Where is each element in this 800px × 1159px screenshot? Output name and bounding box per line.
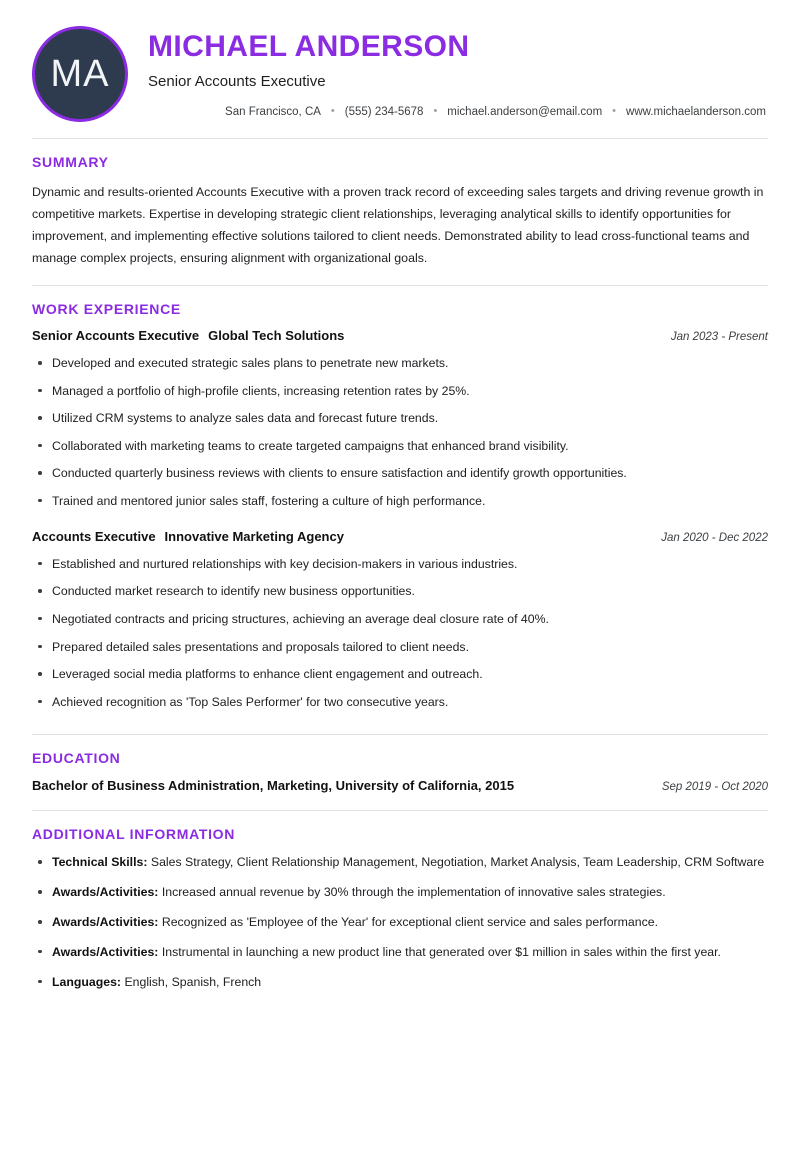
contact-website[interactable]: www.michaelanderson.com <box>626 105 766 118</box>
list-item: Negotiated contracts and pricing structures, achieving an average deal closure rate of 40%. <box>32 610 768 629</box>
job-headline: Senior Accounts Executive <box>148 73 326 91</box>
experience-role: Accounts Executive <box>32 528 156 544</box>
section-work-experience <box>32 286 768 733</box>
list-item: Trained and mentored junior sales staff, fostering a culture of high performance. <box>32 492 768 511</box>
summary-text: Dynamic and results-oriented Accounts Executive with a proven track record of exceeding sales targets and driving revenue growth in competitive markets. Expertise in developing strategic client relationships, leveraging analytical skills to identify opportunities for improvement, and implementing effective solutions tailored to client needs. Demonstrated ability to lead cross-functional teams and manage complex projects, ensuring alignment with organizational goals. <box>32 185 764 266</box>
info-value: Instrumental in launching a new product line that generated over $1 million in sales within the first year. <box>161 944 721 959</box>
list-item <box>32 913 768 933</box>
experience-bullets <box>32 354 768 511</box>
experience-dates: Jan 2020 - Dec 2022 <box>661 531 768 544</box>
contact-location: San Francisco, CA <box>225 105 321 118</box>
experience-bullets <box>32 555 768 712</box>
info-value: Sales Strategy, Client Relationship Management, Negotiation, Market Analysis, Team Leadership, CRM Software <box>150 855 765 870</box>
contact-phone[interactable]: (555) 234-5678 <box>344 105 424 118</box>
section-title-summary: SUMMARY <box>32 154 109 170</box>
experience-company: Global Tech Solutions <box>208 328 345 344</box>
education-dates: Sep 2019 - Oct 2020 <box>661 780 768 793</box>
list-item: Collaborated with marketing teams to create targeted campaigns that enhanced brand visibility. <box>32 437 768 456</box>
list-item: Established and nurtured relationships with key decision-makers in various industries. <box>32 555 768 574</box>
experience-role: Senior Accounts Executive <box>32 328 200 344</box>
header-text-block <box>148 28 768 120</box>
section-title-additional-information: ADDITIONAL INFORMATION <box>32 826 236 843</box>
section-summary <box>32 139 768 285</box>
contact-email[interactable]: michael.anderson@email.com <box>447 105 603 118</box>
contact-row <box>148 104 768 120</box>
list-item: Leveraged social media platforms to enhance client engagement and outreach. <box>32 665 768 684</box>
section-title-work-experience: WORK EXPERIENCE <box>32 301 181 318</box>
list-item <box>32 853 768 873</box>
info-label: Awards/Activities: <box>52 915 159 930</box>
info-value: Recognized as 'Employee of the Year' for exceptional client service and sales performance. <box>161 915 658 930</box>
contact-separator-icon: • <box>612 105 617 118</box>
list-item: Developed and executed strategic sales plans to penetrate new markets. <box>32 354 768 373</box>
list-item: Achieved recognition as 'Top Sales Performer' for two consecutive years. <box>32 693 768 712</box>
list-item: Managed a portfolio of high-profile clients, increasing retention rates by 25%. <box>32 382 768 401</box>
section-title-education: EDUCATION <box>32 749 121 766</box>
section-education <box>32 735 768 811</box>
page-title: MICHAEL ANDERSON <box>148 29 470 63</box>
experience-entry-head <box>32 529 768 546</box>
info-value: English, Spanish, French <box>124 974 262 989</box>
section-additional-information <box>32 811 768 1009</box>
experience-company: Innovative Marketing Agency <box>164 528 344 544</box>
additional-information-list <box>32 853 768 993</box>
info-label: Languages: <box>52 974 122 989</box>
list-item <box>32 883 768 903</box>
info-label: Awards/Activities: <box>52 944 159 959</box>
info-label: Technical Skills: <box>52 855 148 870</box>
experience-entry <box>32 328 768 511</box>
list-item: Conducted market research to identify new business opportunities. <box>32 582 768 601</box>
contact-separator-icon: • <box>433 105 438 118</box>
info-value: Increased annual revenue by 30% through the implementation of innovative sales strategies. <box>161 885 666 900</box>
experience-dates: Jan 2023 - Present <box>670 331 768 344</box>
info-label: Awards/Activities: <box>52 885 159 900</box>
list-item: Utilized CRM systems to analyze sales data and forecast future trends. <box>32 409 768 428</box>
experience-entry <box>32 529 768 712</box>
experience-role-line <box>32 529 344 546</box>
list-item: Prepared detailed sales presentations and proposals tailored to client needs. <box>32 638 768 657</box>
education-degree: Bachelor of Business Administration, Marketing, University of California, 2015 <box>32 777 515 793</box>
education-entry <box>32 777 768 795</box>
list-item <box>32 943 768 963</box>
list-item: Conducted quarterly business reviews with clients to ensure satisfaction and identify growth opportunities. <box>32 464 768 483</box>
avatar <box>32 26 128 122</box>
avatar-initials: MA <box>50 52 110 95</box>
contact-separator-icon: • <box>330 105 335 118</box>
experience-role-line <box>32 328 344 345</box>
bottom-whitespace <box>32 1009 768 1159</box>
list-item <box>32 973 768 993</box>
experience-entry-head <box>32 328 768 345</box>
resume-header <box>32 26 768 138</box>
